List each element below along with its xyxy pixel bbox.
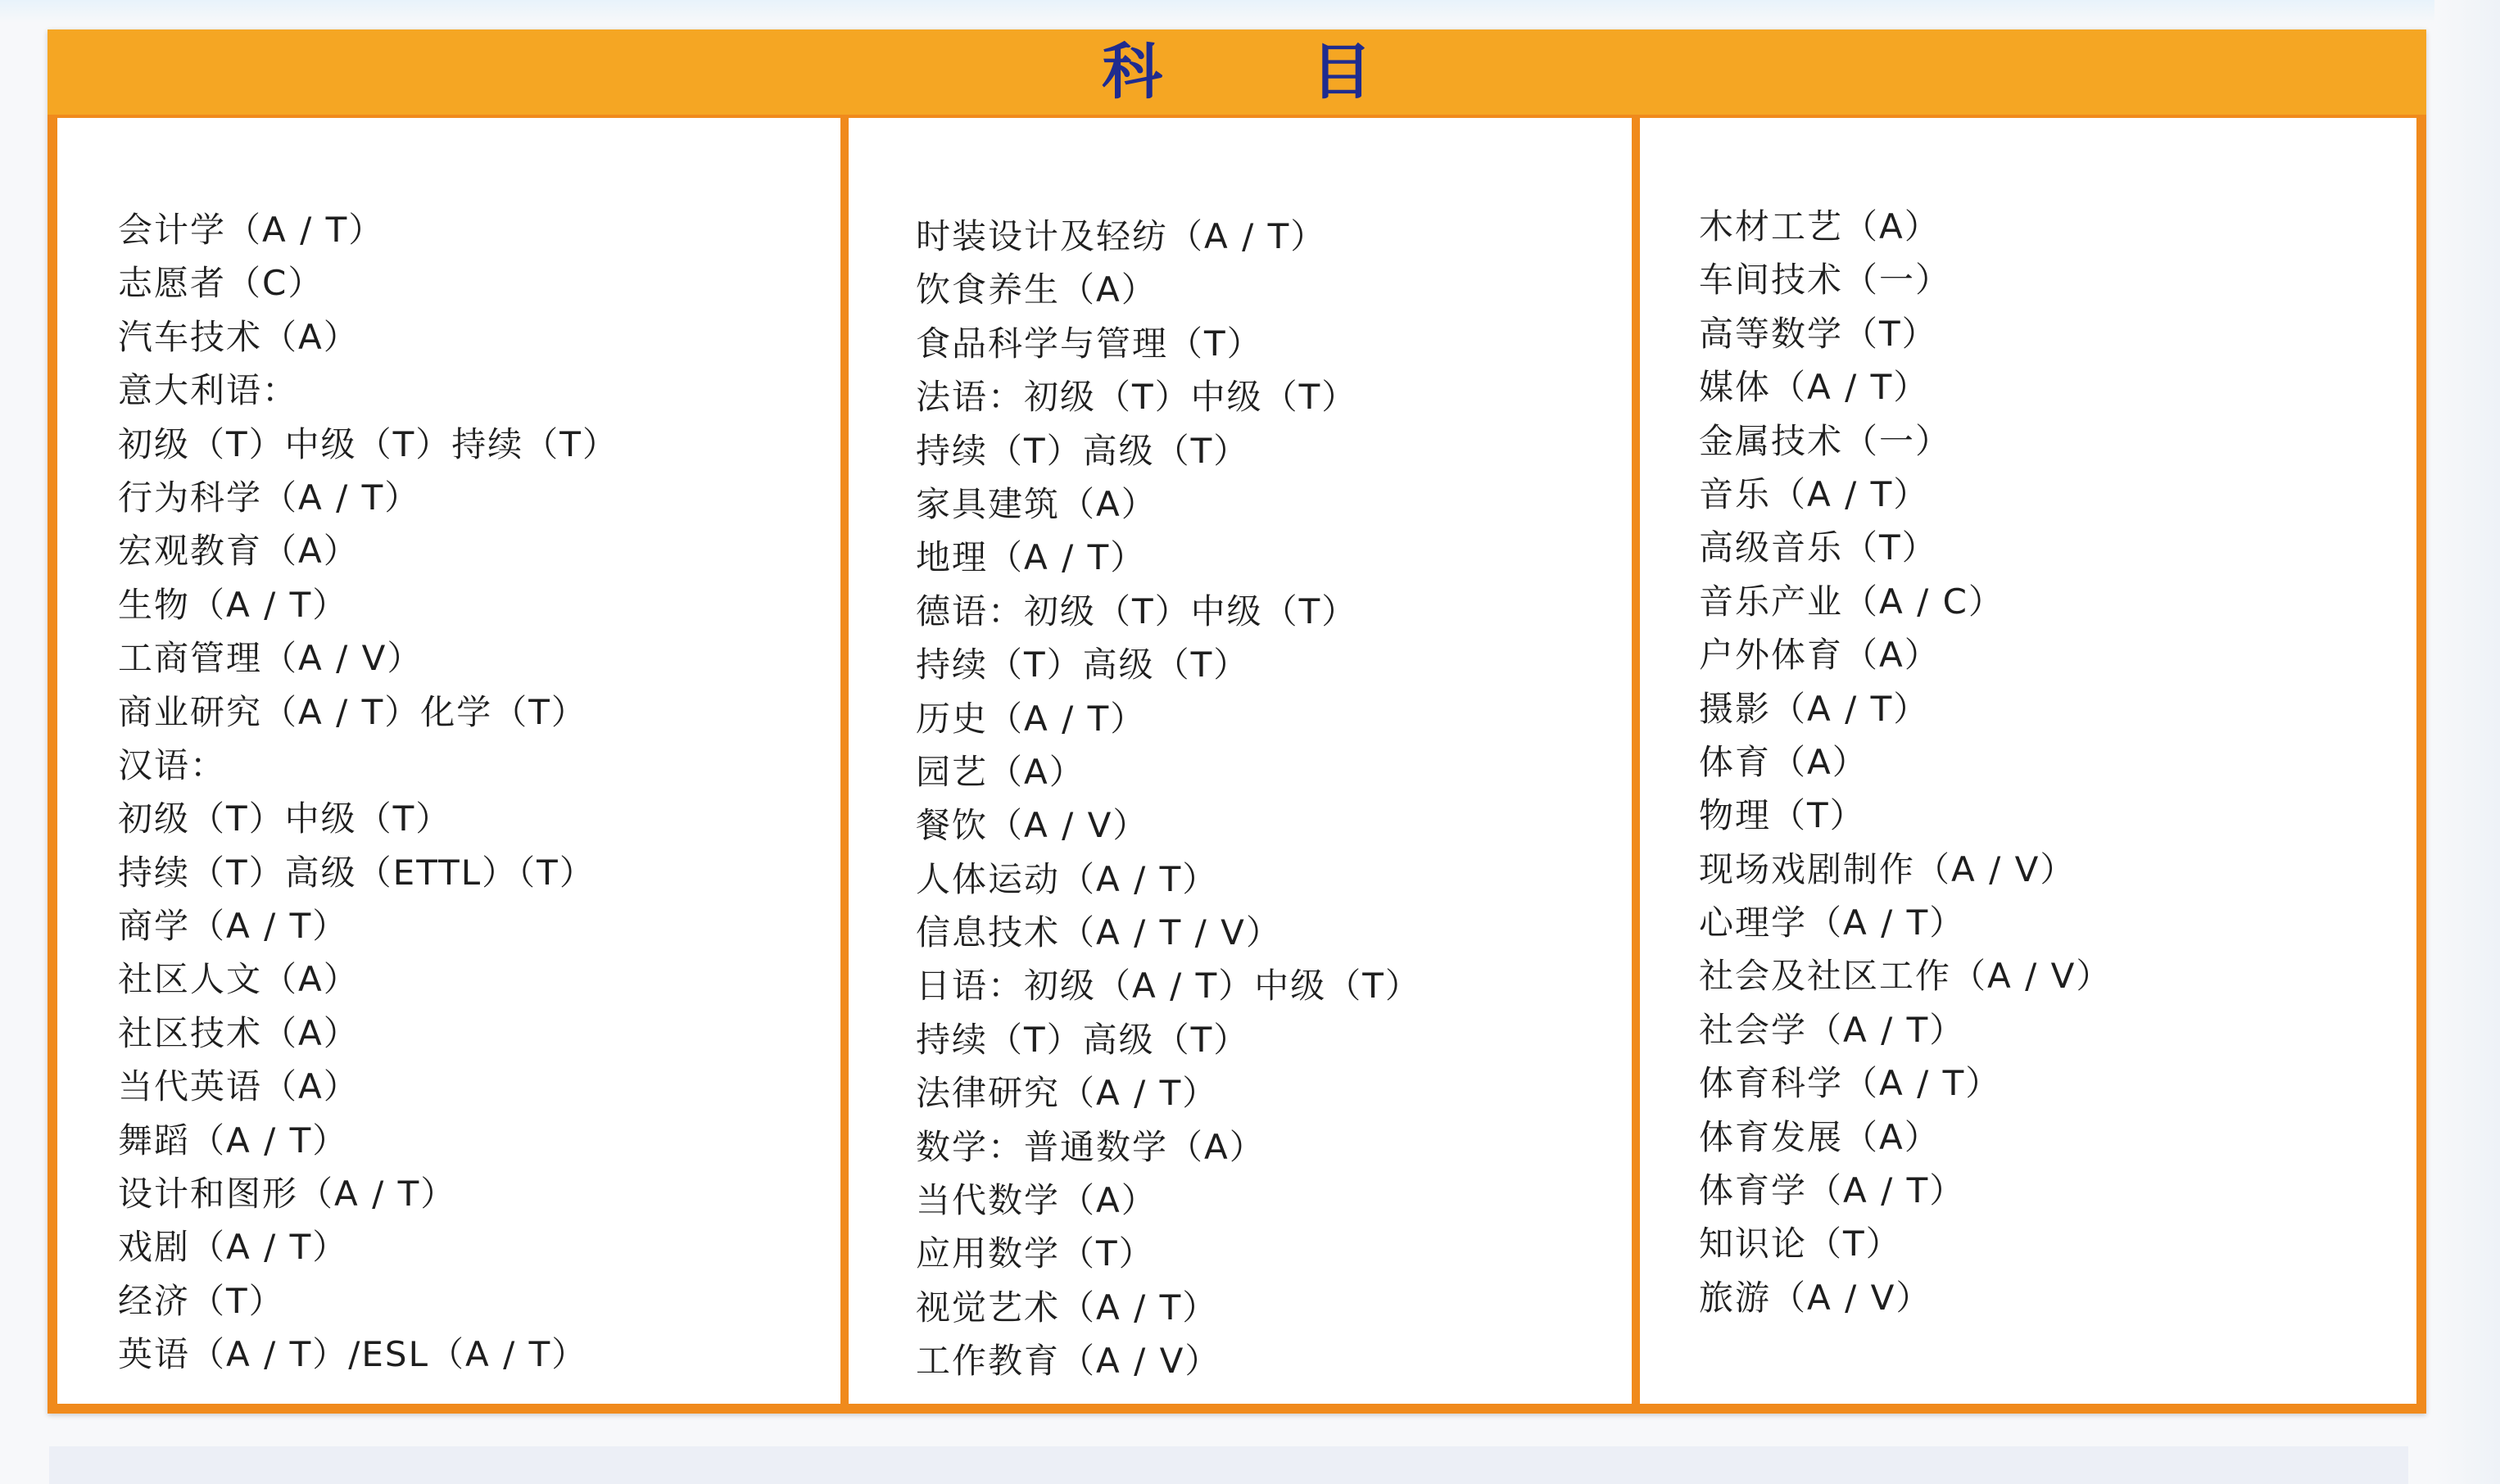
subject-item: 汽车技术（A）	[118, 316, 360, 357]
subject-item: 宏观教育（A）	[118, 531, 360, 572]
subject-item: 法语：初级（T）中级（T）	[916, 377, 1358, 418]
subject-item: 意大利语：	[118, 370, 299, 411]
subject-item: 当代英语（A）	[118, 1066, 360, 1107]
subjects-column-1	[57, 118, 840, 1404]
subject-item: 商业研究（A / T）化学（T）	[118, 691, 587, 732]
subject-list	[1699, 200, 2416, 1324]
subject-item: 高等数学（T）	[1699, 313, 1938, 354]
subject-item: 持续（T）高级（T）	[916, 645, 1250, 685]
subject-item: 商学（A / T）	[118, 906, 349, 947]
subject-item: 人体运动（A / T）	[916, 858, 1219, 899]
subject-item: 会计学（A / T）	[118, 210, 385, 250]
table-title: 科 目	[1102, 37, 1436, 107]
subject-item: 时装设计及轻纺（A / T）	[916, 216, 1327, 256]
subject-item: 英语（A / T）/ESL（A / T）	[118, 1334, 588, 1375]
subject-item: 初级（T）中级（T）持续（T）	[118, 423, 618, 464]
subject-item: 数学：普通数学（A）	[916, 1126, 1266, 1167]
page-bottom-strip	[49, 1446, 2408, 1484]
subject-item: 体育学（A / T）	[1699, 1170, 1966, 1211]
subject-item: 体育科学（A / T）	[1699, 1063, 2002, 1104]
subject-item: 音乐产业（A / C）	[1699, 581, 2004, 622]
subjects-column-3	[1640, 118, 2416, 1404]
subject-item: 体育（A）	[1699, 741, 1868, 782]
subject-item: 德语：初级（T）中级（T）	[916, 590, 1358, 631]
subject-item: 社区人文（A）	[118, 959, 360, 1000]
subject-item: 金属技术（一）	[1699, 420, 1952, 461]
subject-item: 工作教育（A / V）	[916, 1341, 1221, 1382]
subject-item: 工商管理（A / V）	[118, 638, 423, 679]
subject-item: 家具建筑（A）	[916, 483, 1157, 524]
subject-item: 餐饮（A / V）	[916, 805, 1149, 846]
subject-item: 历史（A / T）	[916, 698, 1147, 739]
subject-item: 知识论（T）	[1699, 1224, 1902, 1265]
subjects-column-2	[849, 118, 1632, 1404]
subject-item: 行为科学（A / T）	[118, 477, 421, 518]
subject-item: 法律研究（A / T）	[916, 1073, 1219, 1114]
subject-item: 汉语：	[118, 744, 227, 785]
subject-item: 车间技术（一）	[1699, 260, 1952, 301]
subject-item: 园艺（A）	[916, 751, 1085, 792]
subject-item: 志愿者（C）	[118, 263, 324, 304]
subject-item: 持续（T）高级（T）	[916, 430, 1250, 471]
subject-item: 视觉艺术（A / T）	[916, 1287, 1219, 1328]
subject-item: 户外体育（A）	[1699, 635, 1941, 676]
subject-item: 摄影（A / T）	[1699, 688, 1930, 729]
subject-item: 社区技术（A）	[118, 1012, 360, 1053]
subject-item: 当代数学（A）	[916, 1180, 1157, 1221]
subject-item: 持续（T）高级（ETTL）（T）	[118, 852, 596, 893]
subject-item: 食品科学与管理（T）	[916, 323, 1263, 364]
subject-item: 生物（A / T）	[118, 584, 349, 625]
subject-item: 饮食养生（A）	[916, 269, 1157, 310]
table-header	[48, 29, 2426, 115]
subject-item: 信息技术（A / T / V）	[916, 912, 1282, 953]
subject-item: 日语：初级（A / T）中级（T）	[916, 966, 1421, 1007]
subject-item: 高级音乐（T）	[1699, 527, 1938, 568]
subject-item: 社会及社区工作（A / V）	[1699, 956, 2113, 997]
subject-item: 心理学（A / T）	[1699, 903, 1966, 943]
subject-item: 体育发展（A）	[1699, 1116, 1941, 1157]
subject-item: 舞蹈（A / T）	[118, 1120, 349, 1161]
subject-item: 社会学（A / T）	[1699, 1009, 1966, 1050]
subject-item: 现场戏剧制作（A / V）	[1699, 848, 2077, 889]
subject-item: 旅游（A / V）	[1699, 1277, 1932, 1318]
subject-item: 初级（T）中级（T）	[118, 799, 452, 839]
subject-item: 木材工艺（A）	[1699, 206, 1941, 247]
page-right-edge	[2434, 0, 2500, 1484]
subjects-table	[48, 29, 2426, 1414]
subject-item: 物理（T）	[1699, 795, 1866, 836]
subject-item: 经济（T）	[118, 1280, 285, 1321]
subject-item: 持续（T）高级（T）	[916, 1019, 1250, 1060]
page-top-strip	[0, 0, 2500, 23]
subject-list	[916, 210, 1632, 1388]
subject-item: 音乐（A / T）	[1699, 473, 1930, 514]
subject-item: 媒体（A / T）	[1699, 367, 1930, 408]
subject-item: 应用数学（T）	[916, 1233, 1155, 1274]
subject-list	[118, 203, 840, 1382]
subject-item: 设计和图形（A / T）	[118, 1174, 457, 1215]
subject-item: 戏剧（A / T）	[118, 1227, 349, 1268]
subject-item: 地理（A / T）	[916, 537, 1147, 578]
